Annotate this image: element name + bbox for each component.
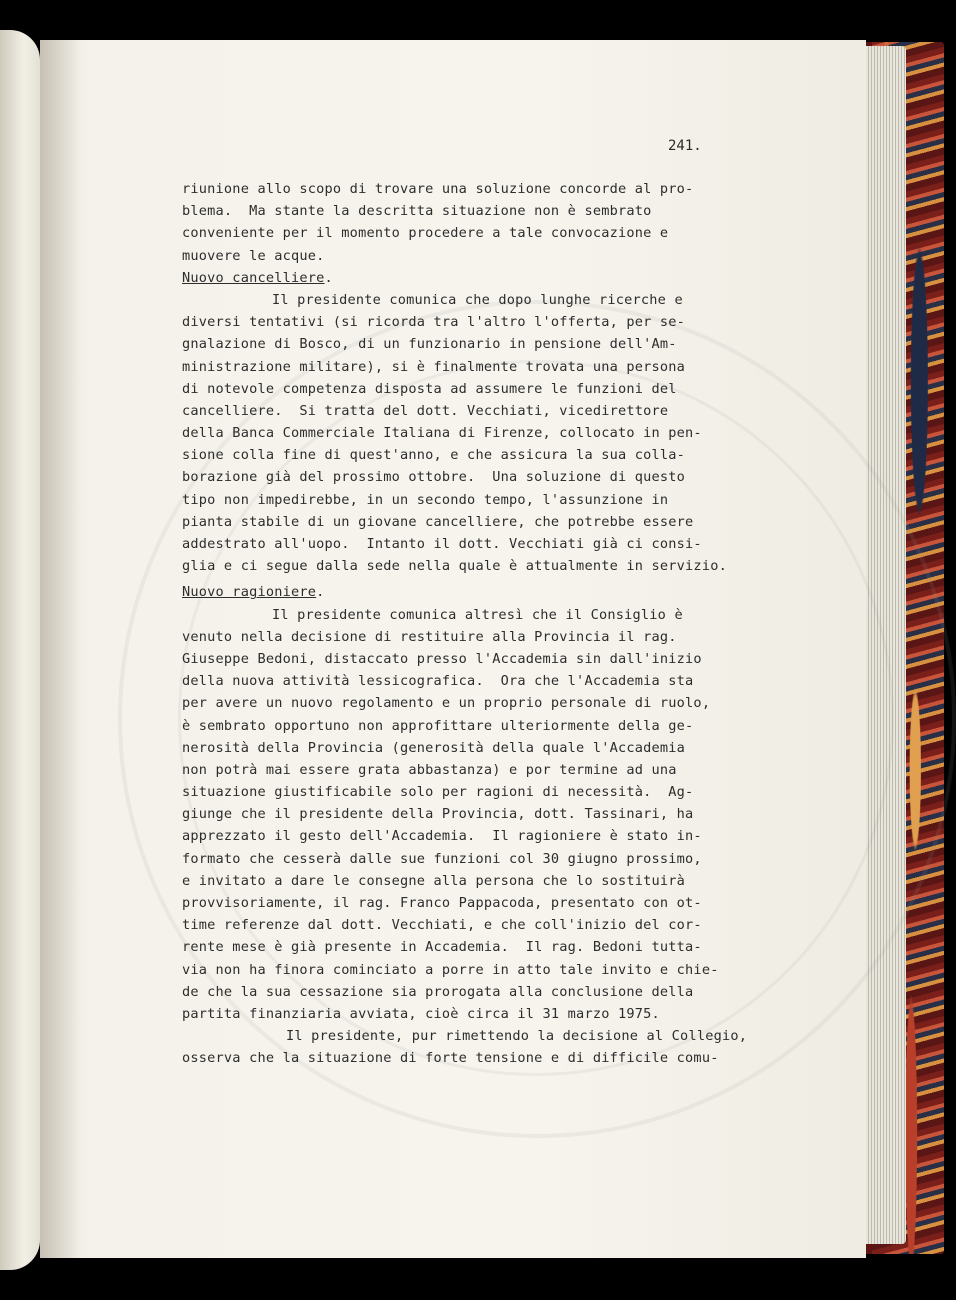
page-body [182, 178, 782, 1070]
text-line: Il presidente, pur rimettendo la decisione al Collegio, [286, 1028, 748, 1045]
text-line: time referenze dal dott. Vecchiati, e che coll'inizio del cor- [182, 917, 702, 934]
text-line: non potrà mai essere grata abbastanza) e por termine ad una [182, 761, 677, 778]
text-line: cancelliere. Si tratta del dott. Vecchiati, vicedirettore [182, 402, 669, 419]
heading-text: Nuovo ragioniere [182, 584, 317, 601]
page-gutter-shadow [40, 40, 80, 1258]
text-line: apprezzato il gesto dell'Accademia. Il ragioniere è stato in- [182, 828, 702, 845]
text-line: riunione allo scopo di trovare una soluzione concorde al pro- [182, 181, 694, 197]
paragraph-3 [182, 604, 782, 1026]
text-line: glia e ci segue dalla sede nella quale è attualmente in servizio. [182, 558, 727, 575]
text-line: della nuova attività lessicografica. Ora che l'Accademia sta [182, 673, 694, 690]
text-line: partita finanziaria avviata, cioè circa il 31 marzo 1975. [182, 1005, 660, 1022]
text-line: muovere le acque. [182, 247, 325, 264]
text-line: sione colla fine di quest'anno, e che assicura la sua colla- [182, 447, 686, 464]
text-line: venuto nella decisione di restituire alla Provincia il rag. [182, 628, 677, 645]
text-line: Il presidente comunica altresì che il Consiglio è [272, 606, 683, 623]
page-number: 241. [668, 138, 702, 154]
text-line: nerosità della Provincia (generosità della quale l'Accademia [182, 739, 686, 756]
text-line: via non ha finora cominciato a porre in atto tale invito e chie- [182, 961, 719, 978]
text-line: borazione già del prossimo ottobre. Una soluzione di questo [182, 469, 686, 486]
text-line: provvisoriamente, il rag. Franco Pappacoda, presentato con ot- [182, 895, 702, 911]
text-line: per avere un nuovo regolamento e un proprio personale di ruolo, [182, 695, 711, 712]
paragraph-2 [182, 289, 782, 577]
text-line: osserva che la situazione di forte tensione e di difficile comu- [182, 1050, 719, 1067]
heading-text: Nuovo cancelliere [182, 269, 325, 286]
text-line: Il presidente comunica che dopo lunghe ricerche e [272, 291, 683, 308]
section-heading-cancelliere [182, 267, 782, 289]
text-line: diversi tentativi (si ricorda tra l'altro l'offerta, per se- [182, 314, 686, 331]
text-line: e invitato a dare le consegne alla persona che lo sostituirà [182, 872, 686, 889]
facing-page-edge [0, 30, 40, 1270]
text-line: della Banca Commerciale Italiana di Firenze, collocato in pen- [182, 425, 702, 442]
text-line: de che la sua cessazione sia prorogata alla conclusione della [182, 983, 694, 1000]
text-line: situazione giustificabile solo per ragioni di necessità. Ag- [182, 784, 694, 801]
text-line: è sembrato opportuno non approfittare ulteriormente della ge- [182, 717, 694, 734]
text-line: pianta stabile di un giovane cancelliere, che potrebbe essere [182, 513, 694, 530]
text-line: addestrato all'uopo. Intanto il dott. Vecchiati già ci consi- [182, 536, 702, 552]
paragraph-1 [182, 178, 782, 267]
section-heading-ragioniere [182, 581, 782, 603]
text-line: conveniente per il momento procedere a tale convocazione e [182, 225, 669, 242]
text-line: Giuseppe Bedoni, distaccato presso l'Accademia sin dall'inizio [182, 650, 702, 667]
text-line: giunge che il presidente della Provincia, dott. Tassinari, ha [182, 806, 694, 823]
paragraph-4 [182, 1025, 782, 1069]
text-line: formato che cesserà dalle sue funzioni col 30 giugno prossimo, [182, 850, 702, 867]
text-line: tipo non impedirebbe, in un secondo tempo, l'assunzione in [182, 491, 669, 508]
text-line: blema. Ma stante la descritta situazione non è sembrato [182, 203, 652, 220]
text-line: di notevole competenza disposta ad assumere le funzioni del [182, 380, 677, 397]
text-line: rente mese è già presente in Accademia. Il rag. Bedoni tutta- [182, 939, 702, 956]
heading-period: . [324, 269, 333, 286]
text-line: gnalazione di Bosco, di un funzionario in pensione dell'Am- [182, 336, 677, 353]
text-line: ministrazione militare), si è finalmente trovata una persona [182, 358, 686, 375]
heading-period: . [316, 584, 325, 601]
